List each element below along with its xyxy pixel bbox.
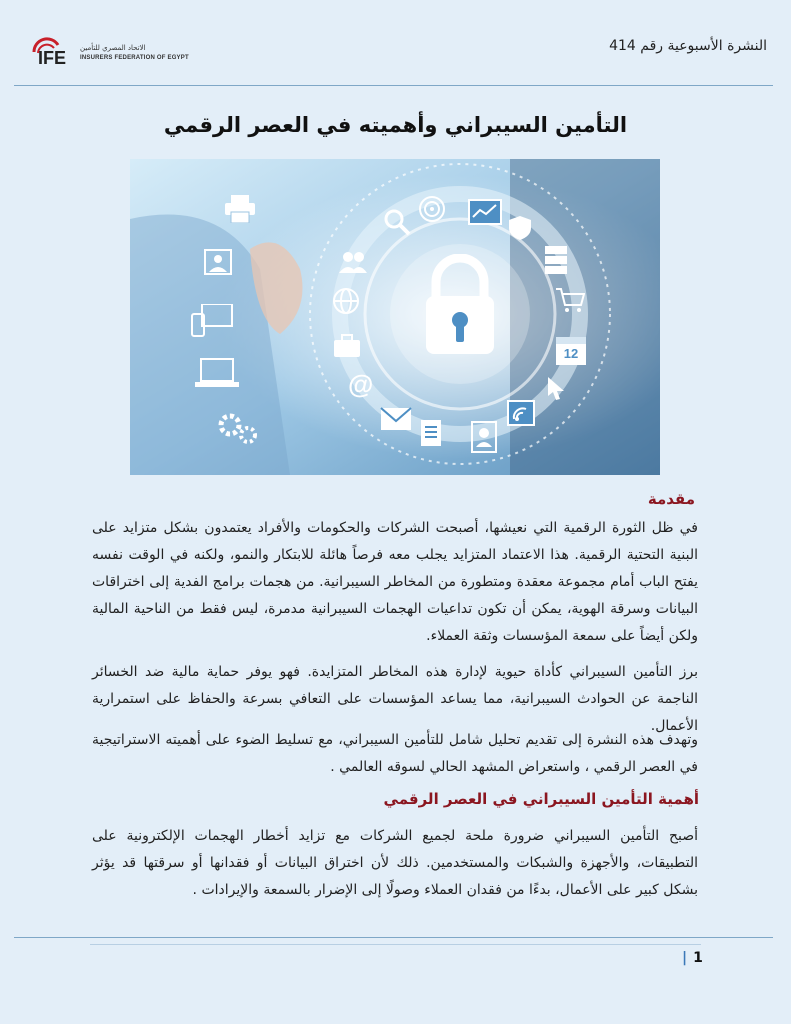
page-header (0, 0, 791, 90)
devices-icon (190, 304, 234, 338)
mail-icon (380, 407, 412, 431)
photo-icon (204, 249, 232, 275)
intro-heading: مقدمة (647, 490, 695, 508)
footer-divider-inner (90, 944, 701, 945)
page-number-value: 1 (693, 950, 703, 966)
page-number (682, 950, 703, 966)
logo-mark-text: IFE (38, 48, 67, 68)
importance-paragraph: أصبح التأمين السيبراني ضرورة ملحة لجميع الشركات مع تزايد أخطار الهجمات الإلكترونية على التطبيقات، والأجهزة والشبكات والمستخدمين. ذلك لأن اختراق البيانات أو فقدانها أو سرقتها قد يؤثر بشكل كبير على الأعمال، بدءًا من فقدان العملاء وصولًا إلى الإضرار بالسمعة والإيرادات . (92, 828, 698, 898)
issue-label: النشرة الأسبوعية رقم 414 (609, 38, 767, 54)
users-icon (338, 249, 368, 275)
ife-logo (30, 36, 190, 72)
footer-divider (14, 937, 773, 938)
wifi-icon (506, 399, 536, 427)
server-icon (544, 245, 568, 275)
logo-name-ar: الاتحاد المصري للتأمين (80, 44, 146, 52)
target-icon (417, 194, 447, 224)
calendar-icon (556, 337, 586, 365)
shield-icon (508, 215, 532, 241)
briefcase-icon (333, 334, 361, 358)
calendar-number: 12 (563, 346, 579, 361)
logo-name-en: INSURERS FEDERATION OF EGYPT (80, 55, 189, 61)
globe-icon (332, 287, 360, 315)
at-icon: @ (348, 369, 374, 399)
hero-image (130, 159, 660, 475)
page-number-separator: | (682, 950, 688, 966)
printer-icon (225, 195, 255, 223)
cart-icon (555, 287, 585, 313)
cursor-icon (546, 375, 566, 401)
intro-paragraph-1: في ظل الثورة الرقمية التي نعيشها، أصبحت الشركات والحكومات والأفراد يعتمدون بشكل متزايد على البنية التحتية الرقمية. هذا الاعتماد المتزايد يجلب معه فرصاً هائلة للابتكار والنمو، ولكنه في الوقت نفسه يفتح الباب أمام مجموعة معقدة ومتطورة من المخاطر السيبرانية. من هجمات برامج الفدية إلى اختراقات البيانات وسرقة الهوية، يمكن أن تكون تداعيات الهجمات السيبرانية مدمرة، ليس فقط من الناحية المالية ولكن أيضاً على سمعة المؤسسات وثقة العملاء. (92, 520, 698, 644)
chart-icon (468, 199, 502, 225)
laptop-icon (194, 357, 240, 389)
page-title: التأمين السيبراني وأهميته في العصر الرقمي (163, 113, 628, 137)
document-icon (420, 419, 442, 447)
gears-icon (216, 411, 262, 447)
search-icon (382, 207, 412, 237)
header-divider (14, 85, 773, 86)
padlock-icon (422, 254, 498, 358)
importance-heading: أهمية التأمين السيبراني في العصر الرقمي (383, 790, 699, 808)
contact-icon (470, 421, 498, 453)
intro-paragraph-3: وتهدف هذه النشرة إلى تقديم تحليل شامل للتأمين السيبراني، مع تسليط الضوء على أهميته الاستراتيجية في العصر الرقمي ، واستعراض المشهد الحالي لسوقه العالمي . (92, 732, 698, 775)
intro-paragraph-2: برز التأمين السيبراني كأداة حيوية لإدارة هذه المخاطر المتزايدة. فهو يوفر حماية مالية ضد الخسائر الناجمة عن الحوادث السيبرانية، مما يساعد المؤسسات على التعافي بسرعة والحفاظ على استمرارية الأعمال. (92, 664, 698, 734)
